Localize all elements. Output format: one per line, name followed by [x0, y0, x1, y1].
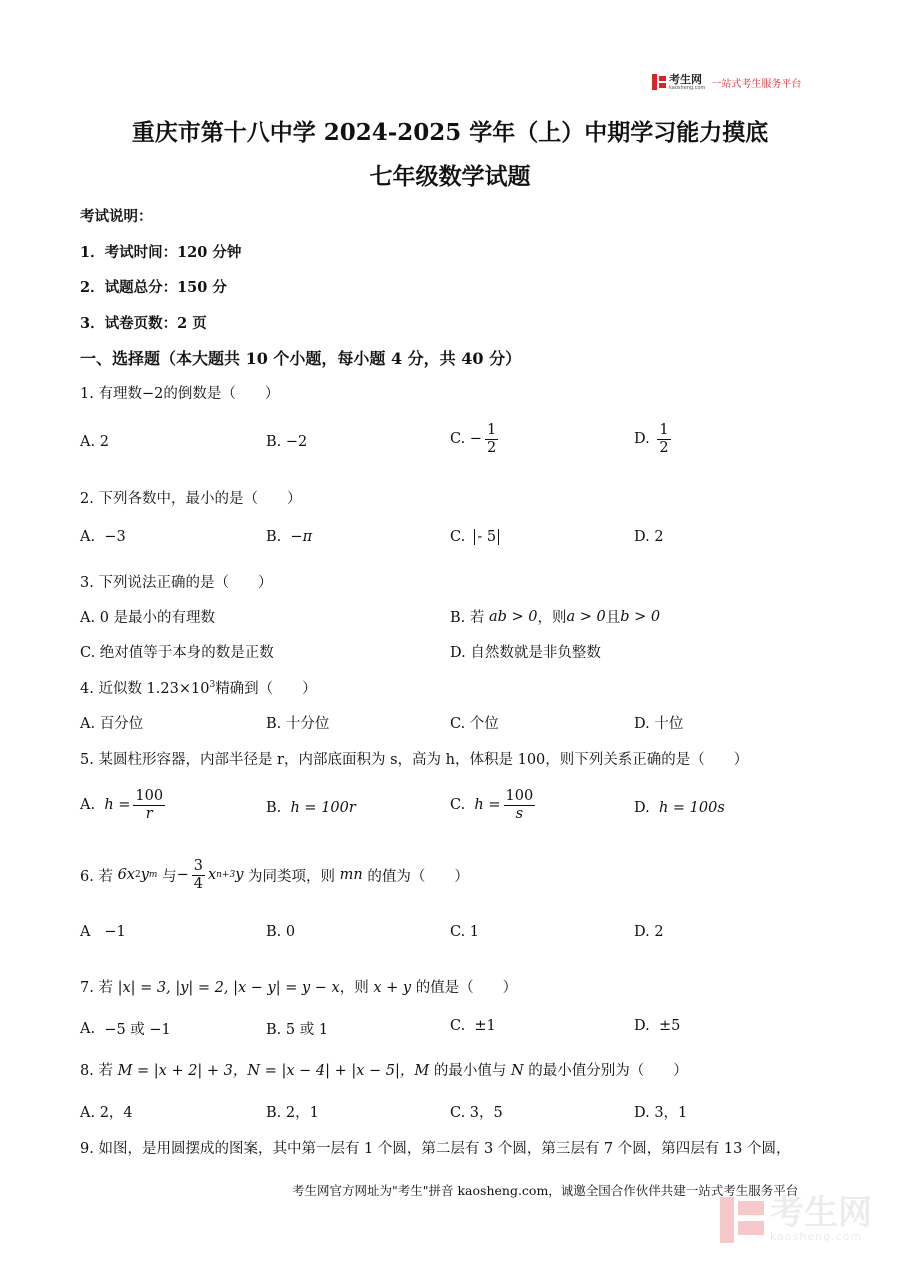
question-8-stem: 8. 若 M = |x + 2| + 3，N = |x − 4| + |x − 5|，M 的最小值与 N 的最小值分别为（ ）	[80, 1063, 688, 1079]
note-item: 1．考试时间：120 分钟	[80, 244, 242, 261]
q6-option-a: A −1	[80, 924, 126, 940]
note-item: 3．试卷页数：2 页	[80, 315, 207, 332]
exam-title: 重庆市第十八中学 2024-2025 学年（上）中期学习能力摸底	[131, 119, 769, 146]
q8-option-c: C. 3，5	[450, 1105, 503, 1121]
q5-option-a: A. h = $\frac{100}{r}$	[80, 788, 164, 822]
logo-name: 考生网	[669, 72, 702, 86]
q3-option-d: D. 自然数就是非负整数	[450, 645, 601, 661]
q2-option-c: C. - 5	[450, 529, 499, 545]
q7-option-a: A. −5 或 −1	[80, 1020, 171, 1038]
q1-option-a: A. 2	[80, 434, 109, 450]
fraction: $\frac{100}{r}$	[135, 788, 164, 822]
exam-subtitle: 七年级数学试题	[369, 163, 531, 190]
logo-tagline: 一站式考生服务平台	[711, 78, 802, 90]
logo-domain: kaosheng.com	[669, 84, 706, 91]
question-5-stem: 5. 某圆柱形容器，内部半径是 r，内部底面积为 s，高为 h，体积是 100，则下列关系正确的是（ ）	[80, 752, 749, 768]
footer-note: 考生网官方网址为"考生"拼音 kaosheng.com，诚邀全国合作伙伴共建一站式考生服务平台	[292, 1183, 799, 1198]
question-1-stem: 1. 有理数−2的倒数是（ ）	[80, 386, 280, 402]
q1-option-b: B. −2	[266, 434, 308, 450]
q6-option-d: D. 2	[634, 924, 664, 940]
q8-option-b: B. 2，1	[266, 1105, 319, 1121]
question-2-stem: 2. 下列各数中，最小的是（ ）	[80, 491, 302, 507]
note-item: 2．试题总分：150 分	[80, 279, 227, 296]
question-4-stem: 4. 近似数 $1.23\times 10^3$精确到（ ）	[80, 680, 317, 697]
q1-option-d: D. $\frac{1}{2}$	[634, 422, 669, 456]
question-9-stem: 9. 如图，是用圆摆成的图案，其中第一层有 1 个圆，第二层有 3 个圆，第三层有 7 个圆，第四层有 13 个圆，	[80, 1141, 791, 1157]
fraction: $\frac{3}{4}$	[193, 858, 203, 892]
q5-option-b: B. h = 100r	[266, 800, 356, 816]
watermark-name: 考生网	[770, 1193, 872, 1233]
q4-option-b: B. 十分位	[266, 716, 330, 732]
q4-option-c: C. 个位	[450, 716, 499, 732]
q2-option-a: A. −3	[80, 529, 126, 545]
q6-option-b: B. 0	[266, 924, 296, 940]
q5-option-c: C. h = $\frac{100}{s}$	[450, 788, 534, 822]
fraction: $\frac{1}{2}$	[486, 422, 497, 456]
fraction: $\frac{1}{2}$	[659, 422, 669, 456]
question-3-stem: 3. 下列说法正确的是（ ）	[80, 575, 273, 591]
q7-option-d: D. ±5	[634, 1018, 681, 1034]
q2-option-b: B. −π	[266, 529, 313, 545]
fraction: $\frac{100}{s}$	[505, 788, 534, 822]
q5-option-d: D. h = 100s	[634, 800, 725, 816]
q7-option-b: B. 5 或 1	[266, 1022, 329, 1038]
brand-logo	[652, 72, 801, 92]
q8-option-d: D. 3，1	[634, 1105, 688, 1121]
q3-option-a: A. 0 是最小的有理数	[80, 610, 216, 626]
notes-heading: 考试说明：	[80, 208, 153, 225]
q3-option-b: B. 若 ab > 0 ，则 a > 0 且 b > 0	[450, 608, 661, 626]
question-7-stem: 7. 若 |x| = 3, |y| = 2, |x − y| = y − x，则 x + y 的值是（ ）	[80, 980, 518, 996]
q1-option-c: C. − $\frac{1}{2}$	[450, 422, 497, 456]
q8-option-a: A. 2，4	[80, 1105, 133, 1121]
q2-option-d: D. 2	[634, 529, 664, 545]
watermark-domain: kaosheng.com	[770, 1230, 863, 1243]
question-6-stem: 6. 若 6x 2 y m 与 − $\frac{3}{4}$ x n+3 y 为同类项，则 mn 的值为（ ）	[80, 858, 469, 892]
q6-option-c: C. 1	[450, 924, 480, 940]
section-heading: 一、选择题（本大题共 10 个小题，每小题 4 分，共 40 分）	[80, 349, 522, 368]
logo-icon	[652, 74, 666, 90]
watermark-logo-icon	[720, 1197, 764, 1243]
q7-option-c: C. ±1	[450, 1018, 496, 1034]
q4-option-d: D. 十位	[634, 716, 684, 732]
watermark	[720, 1193, 872, 1243]
q3-option-c: C. 绝对值等于本身的数是正数	[80, 645, 274, 661]
q4-option-a: A. 百分位	[80, 716, 144, 732]
